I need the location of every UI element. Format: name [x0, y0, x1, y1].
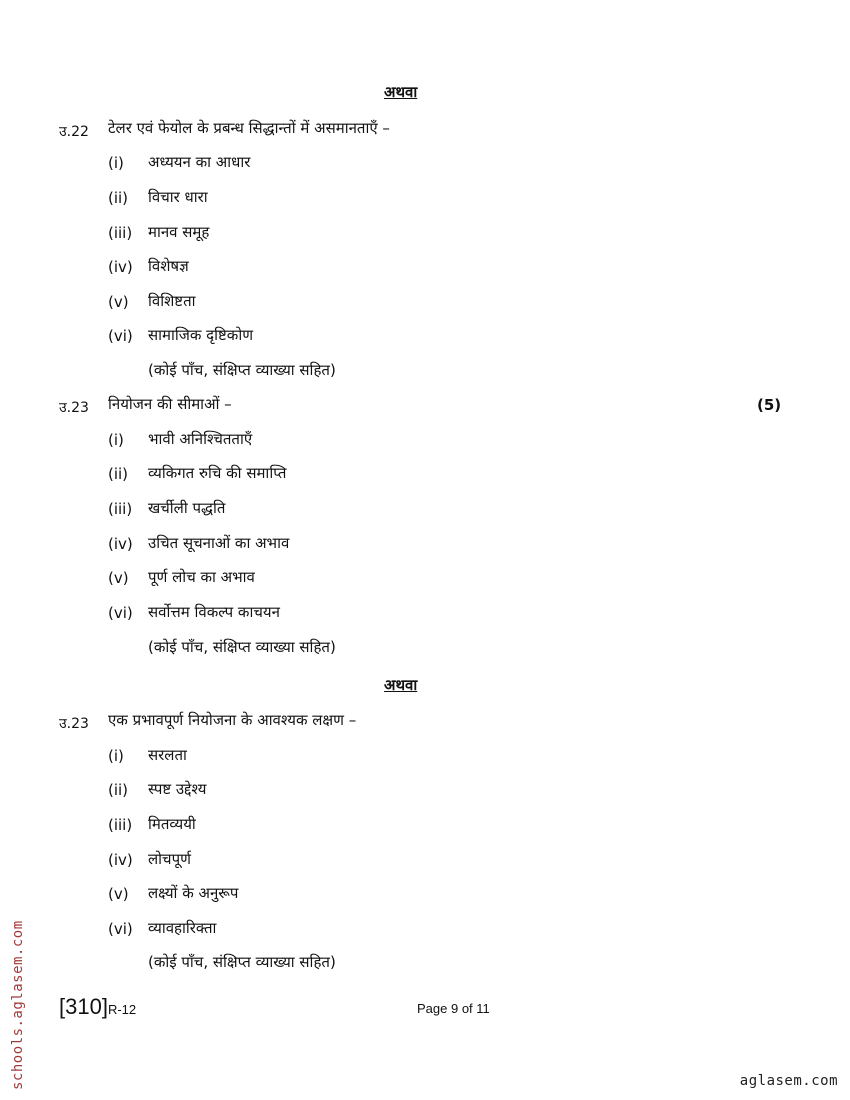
item-text: व्यावहारिक्ता [148, 919, 217, 937]
item-roman: (iv) [108, 535, 133, 553]
item-roman: (i) [108, 747, 124, 765]
watermark-right: aglasem.com [739, 1073, 838, 1089]
item-roman: (v) [108, 569, 129, 587]
answer-note: (कोई पाँच, संक्षिप्त व्याख्या सहित) [148, 638, 336, 656]
item-text: पूर्ण लोच का अभाव [148, 568, 255, 586]
item-roman: (vi) [108, 327, 133, 345]
item-roman: (iv) [108, 258, 133, 276]
marks-label: (5) [757, 396, 782, 414]
item-text: सरलता [148, 746, 187, 764]
question-title: एक प्रभावपूर्ण नियोजना के आवश्यक लक्षण – [108, 711, 357, 729]
item-text: अध्ययन का आधार [148, 153, 251, 171]
item-text: विचार धारा [148, 188, 208, 206]
paper-code [59, 994, 136, 1020]
item-text: विशेषज्ञ [148, 257, 189, 275]
item-roman: (ii) [108, 465, 129, 483]
item-text: भावी अनिश्चितताएँ [148, 430, 253, 448]
question-number: उ.22 [59, 124, 89, 140]
question-number: उ.23 [59, 400, 89, 416]
item-text: स्पष्ट उद्देश्य [148, 780, 207, 798]
item-text: खर्चीली पद्धति [148, 499, 226, 517]
item-roman: (iii) [108, 224, 133, 242]
item-roman: (iii) [108, 500, 133, 518]
item-text: विशिष्टता [148, 292, 196, 310]
item-roman: (ii) [108, 189, 129, 207]
item-roman: (vi) [108, 604, 133, 622]
item-text: व्यकिगत रुचि की समाप्ति [148, 464, 287, 482]
answer-note: (कोई पाँच, संक्षिप्त व्याख्या सहित) [148, 361, 336, 379]
item-roman: (ii) [108, 781, 129, 799]
item-text: लक्ष्यों के अनुरूप [148, 884, 239, 902]
watermark-left: schools.aglasem.com [10, 920, 26, 1090]
or-heading: अथवा [384, 83, 418, 101]
or-heading: अथवा [384, 676, 418, 694]
item-roman: (i) [108, 154, 124, 172]
item-text: मानव समूह [148, 223, 210, 241]
answer-note: (कोई पाँच, संक्षिप्त व्याख्या सहित) [148, 953, 336, 971]
item-roman: (v) [108, 885, 129, 903]
item-roman: (v) [108, 293, 129, 311]
item-text: उचित सूचनाओं का अभाव [148, 534, 290, 552]
item-roman: (iii) [108, 816, 133, 834]
item-roman: (vi) [108, 920, 133, 938]
item-roman: (iv) [108, 851, 133, 869]
question-title: टेलर एवं फेयोल के प्रबन्ध सिद्धान्तों में असमानताएँ – [108, 119, 390, 137]
paper-code-number: [310] [59, 994, 108, 1019]
item-text: सर्वोत्तम विकल्प काचयन [148, 603, 280, 621]
item-roman: (i) [108, 431, 124, 449]
question-title: नियोजन की सीमाओं – [108, 395, 232, 413]
page-number: Page 9 of 11 [417, 1001, 490, 1016]
item-text: लोचपूर्ण [148, 850, 191, 868]
question-number: उ.23 [59, 716, 89, 732]
paper-code-suffix: R-12 [107, 1002, 137, 1017]
item-text: मितव्ययी [148, 815, 196, 833]
item-text: सामाजिक दृष्टिकोण [148, 326, 254, 344]
